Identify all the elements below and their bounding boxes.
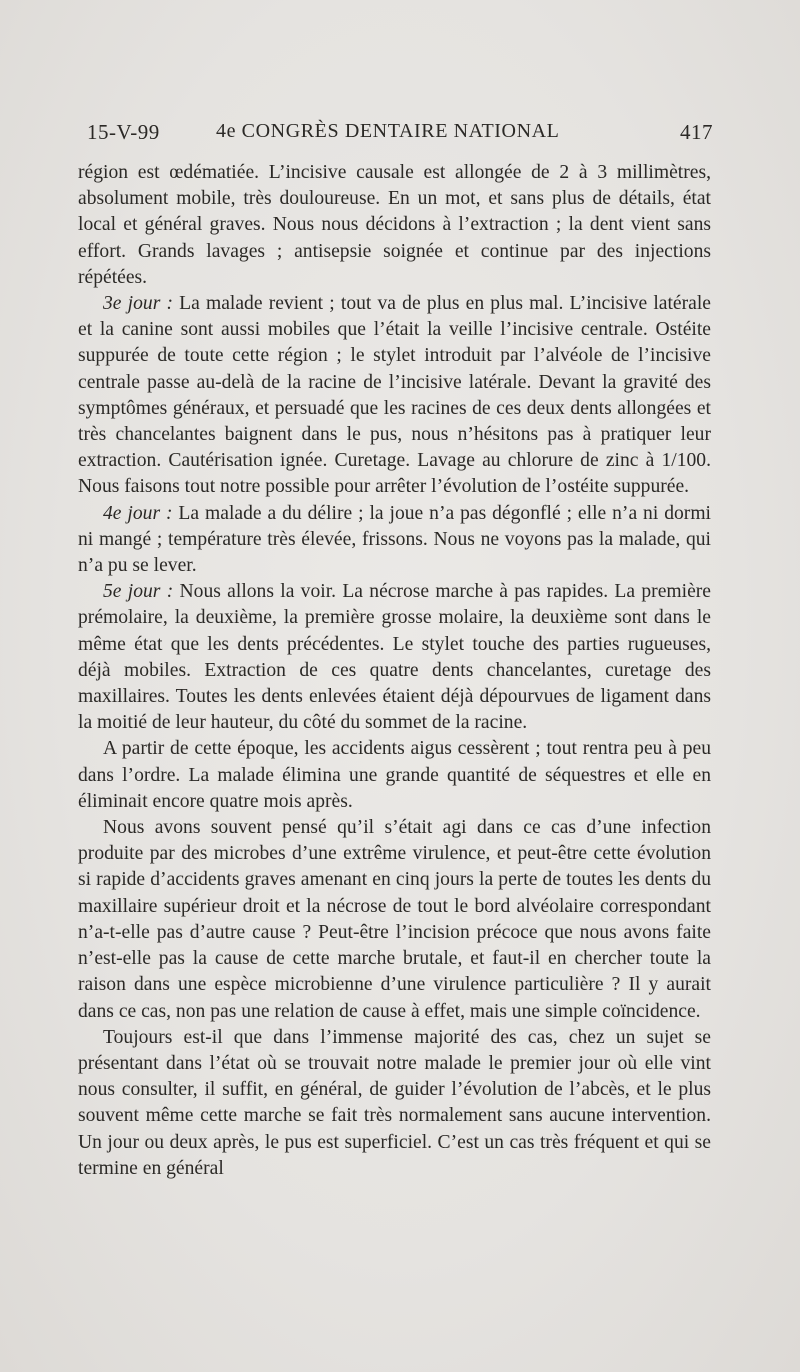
- paragraph-3-lead: 4e jour :: [103, 502, 173, 524]
- paragraph-5: [78, 736, 711, 815]
- paragraph-7-text: Toujours est-il que dans l’immense majorité des cas, chez un sujet se présentant dans l’état où se trouvait notre malade le premier jour où elle vint nous consulter, il suffit, en général, de guider l’évolution de l’abcès, et le plus souvent même cette marche se fait très normalement sans aucune intervention. Un jour ou deux après, le pus est superficiel. C’est un cas très fréquent et qui se termine en général: [78, 1026, 711, 1179]
- header-date: 15-V-99: [87, 120, 160, 144]
- paragraph-3-text: La malade a du délire ; la joue n’a pas dégonflé ; elle n’a ni dormi ni mangé ; température très élevée, frissons. Nous ne voyons pas la malade, qui n’a pu se lever.: [78, 502, 712, 577]
- paragraph-2: [78, 291, 711, 501]
- page-number: 417: [680, 120, 713, 144]
- paragraph-6-text: Nous avons souvent pensé qu’il s’était agi dans ce cas d’une infection produite par des microbes d’une extrême virulence, et peut-être cette évolution si rapide d’accidents graves amenant en cinq jours la perte de toutes les dents du maxillaire supérieur droit et la nécrose de tout le bord alvéolaire correspondant n’a-t-elle pas d’autre cause ? Peut-être l’incision précoce que nous avons faite n’est-elle pas la cause de cette marche brutale, et faut-il en chercher toute la raison dans une espèce microbienne d’une virulence particulière ? Il y aurait dans ce cas, non pas une relation de cause à effet, mais une simple coïncidence.: [78, 817, 711, 1022]
- paragraph-2-text: La malade revient ; tout va de plus en plus mal. L’incisive latérale et la canine sont aussi mobiles que l’était la veille l’incisive centrale. Ostéite suppurée de toute cette région ; le stylet introduit par l’alvéole de l’incisive centrale passe au-delà de la racine de l’incisive latérale. Devant la gravité des symptômes généraux, et persuadé que les racines de ces deux dents allongées et très chancelantes baignent dans le pus, nous n’hésitons pas à pratiquer leur extraction. Cautérisation ignée. Curetage. Lavage au chlorure de zinc à 1/100. Nous faisons tout notre possible pour arrêter l’évolution de l’ostéite suppurée.: [78, 293, 711, 498]
- paragraph-7: [78, 1025, 711, 1182]
- body-text: [78, 160, 711, 1182]
- paragraph-4-lead: 5e jour :: [103, 581, 174, 603]
- header-title: 4e CONGRÈS DENTAIRE NATIONAL: [216, 120, 560, 142]
- paragraph-2-lead: 3e jour :: [103, 293, 173, 315]
- paragraph-4: [78, 579, 711, 736]
- paragraph-1: [78, 160, 711, 291]
- running-header: [87, 120, 713, 150]
- paragraph-4-text: Nous allons la voir. La nécrose marche à pas rapides. La première prémolaire, la deuxième, la première grosse molaire, la deuxième sont dans le même état que les dents précédentes. Le stylet touche des parties rugueuses, déjà mobiles. Extraction de ces quatre dents chancelantes, curetage des maxillaires. Toutes les dents enlevées étaient déjà dépourvues de ligament dans la moitié de leur hauteur, du côté du sommet de la racine.: [78, 581, 711, 734]
- paragraph-3: [78, 501, 711, 580]
- paragraph-5-text: A partir de cette époque, les accidents aigus cessèrent ; tout rentra peu à peu dans l’ordre. La malade élimina une grande quantité de séquestres et elle en éliminait encore quatre mois après.: [78, 738, 711, 812]
- paragraph-6: [78, 815, 711, 1025]
- paragraph-1-text: région est œdématiée. L’incisive causale est allongée de 2 à 3 millimètres, absolument mobile, très douloureuse. En un mot, et sans plus de détails, état local et général graves. Nous nous décidons à l’extraction ; la dent vient sans effort. Grands lavages ; antisepsie soignée et continue par des injections répétées.: [78, 162, 711, 288]
